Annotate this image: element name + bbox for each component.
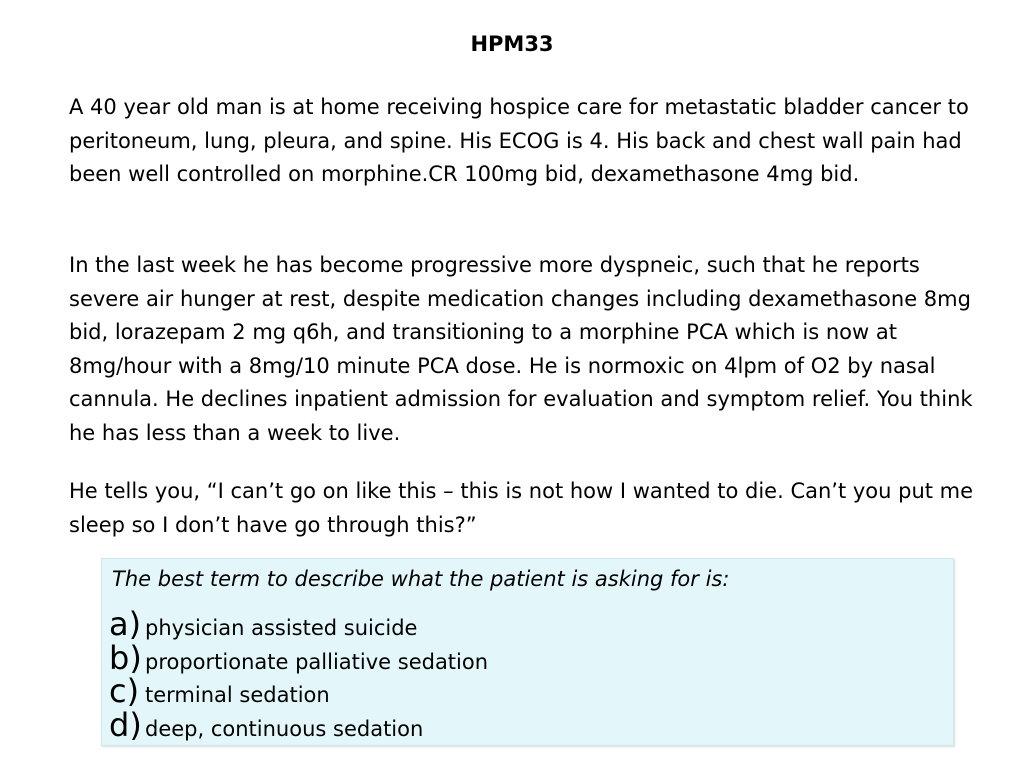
option-letter: b) [109, 638, 142, 677]
patient-quote: He tells you, “I can’t go on like this – this is not how I wanted to die. Can’t you put me sleep so I don’t have go through this?” [69, 479, 974, 537]
answer-option-a [109, 605, 488, 643]
answer-option-b [109, 638, 489, 677]
question-prompt: The best term to describe what the patient is asking for is: [112, 567, 730, 591]
case-paragraph-2: In the last week he has become progressive more dyspneic, such that he reports severe air hunger at rest, despite medication changes including dexamethasone 8mg bid, lorazepam 2 mg q6h, and transitioning to a morphine PCA which is now at 8mg/hour with a 8mg/10 minute PCA dose. He is normoxic on 4lpm of O2 by nasal cannula. He declines inpatient admission for evaluation and symptom relief. You think he has less than a week to live. [69, 253, 973, 445]
question-box [101, 558, 954, 746]
option-letter: a) [109, 605, 142, 643]
case-paragraph-1: A 40 year old man is at home receiving hospice care for metastatic bladder cancer to peritoneum, lung, pleura, and spine. His ECOG is 4. His back and chest wall pain had been well controlled on morphine.CR 100mg bid, dexamethasone 4mg bid. [69, 95, 969, 186]
option-text: physician assisted suicide [145, 616, 418, 640]
answer-option-c [109, 672, 488, 710]
option-text: proportionate palliative sedation [145, 649, 489, 674]
answer-options [109, 605, 489, 744]
option-text: deep, continuous sedation [145, 716, 424, 741]
slide-title: HPM33 [470, 32, 554, 56]
answer-option-d [109, 705, 488, 744]
option-letter: d) [109, 705, 142, 744]
option-letter: c) [109, 672, 140, 710]
option-text: terminal sedation [145, 683, 330, 707]
